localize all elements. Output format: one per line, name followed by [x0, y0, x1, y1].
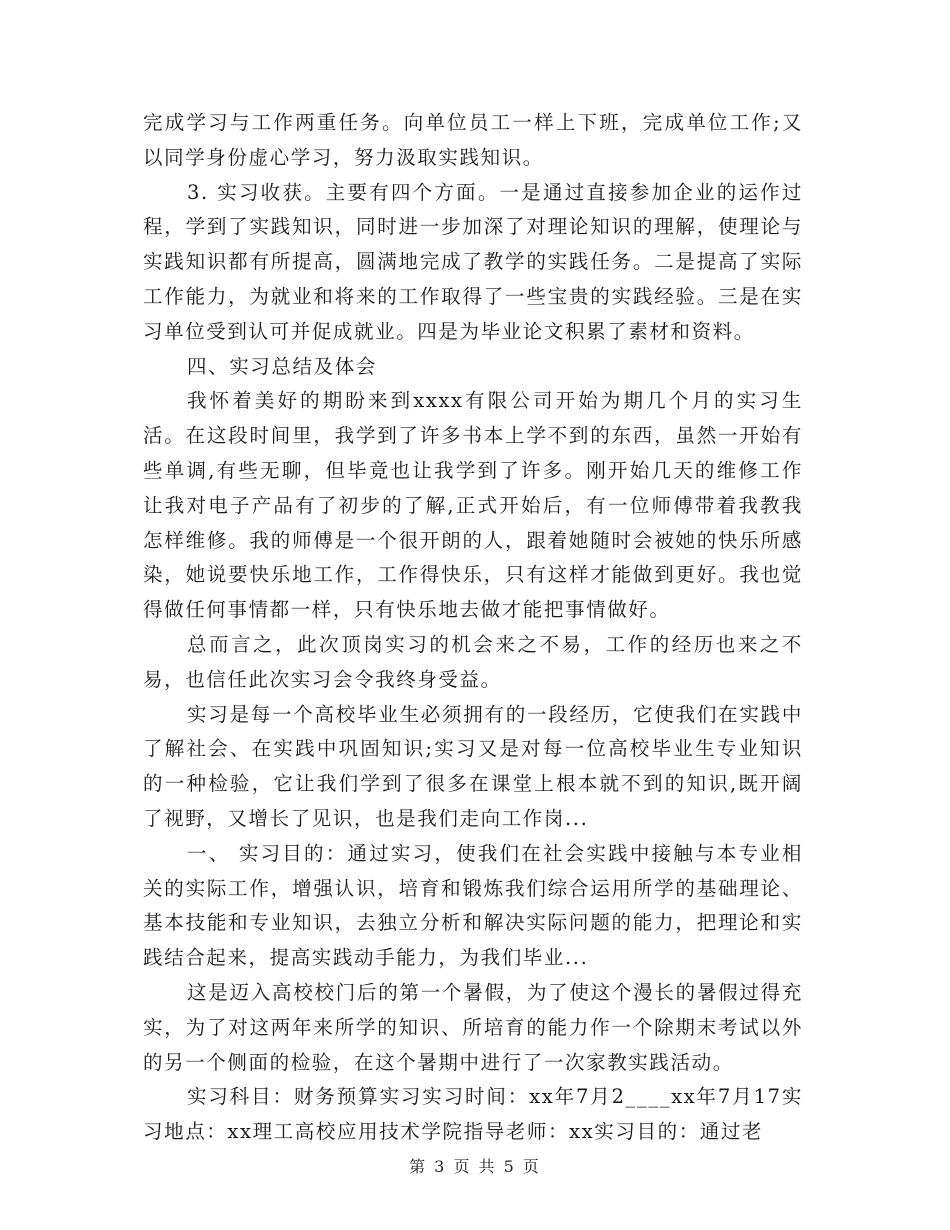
paragraph-4: 总而言之，此次顶岗实习的机会来之不易，工作的经历也来之不易，也信任此次实习会令我终身受益。: [143, 632, 803, 691]
paragraph-1: 完成学习与工作两重任务。向单位员工一样上下班，完成单位工作;又以同学身份虚心学习，努力汲取实践知识。: [143, 111, 803, 169]
paragraph-8: 实习科目：财务预算实习实习时间：xx年7月2____xx年7月17实习地点：xx理工高校应用技术学院指导老师：xx实习目的：通过老: [143, 1085, 803, 1144]
page-number-footer: 第 3 页 共 5 页: [409, 1157, 541, 1176]
paragraph-2: 3. 实习收获。主要有四个方面。一是通过直接参加企业的运作过程，学到了实践知识，同时进一步加深了对理论知识的理解，使理论与实践知识都有所提高，圆满地完成了教学的实践任务。二是提高了实际工作能力，为就业和将来的工作取得了一些宝贵的实践经验。三是在实习单位受到认可并促成就业。四是为毕业论文积累了素材和资料。: [143, 180, 803, 343]
paragraph-3: 我怀着美好的期盼来到xxxx有限公司开始为期几个月的实习生活。在这段时间里，我学到了许多书本上学不到的东西，虽然一开始有些单调,有些无聊，但毕竟也让我学到了许多。刚开始几天的维修工作让我对电子产品有了初步的了解,正式开始后，有一位师傅带着我教我怎样维修。我的师傅是一个很开朗的人，跟着她随时会被她的快乐所感染，她说要快乐地工作，工作得快乐，只有这样才能做到更好。我也觉得做任何事情都一样，只有快乐地去做才能把事情做好。: [143, 389, 803, 622]
paragraph-7: 这是迈入高校校门后的第一个暑假，为了使这个漫长的暑假过得充实，为了对这两年来所学的知识、所培育的能力作一个除期末考试以外的另一个侧面的检验，在这个暑期中进行了一次家教实践活动。: [143, 980, 803, 1074]
document-body: [143, 106, 803, 1150]
paragraph-5: 实习是每一个高校毕业生必须拥有的一段经历，它使我们在实践中了解社会、在实践中巩固知识;实习又是对每一位高校毕业生专业知识的一种检验，它让我们学到了很多在课堂上根本就不到的知识,既开阔了视野，又增长了见识，也是我们走向工作岗...: [143, 702, 803, 830]
paragraph-6: 一、 实习目的：通过实习，使我们在社会实践中接触与本专业相关的实际工作，增强认识，培育和锻炼我们综合运用所学的基础理论、基本技能和专业知识，去独立分析和解决实际问题的能力，把理论和实践结合起来，提高实践动手能力，为我们毕业...: [143, 841, 803, 970]
section-heading: 四、实习总结及体会: [187, 354, 377, 378]
